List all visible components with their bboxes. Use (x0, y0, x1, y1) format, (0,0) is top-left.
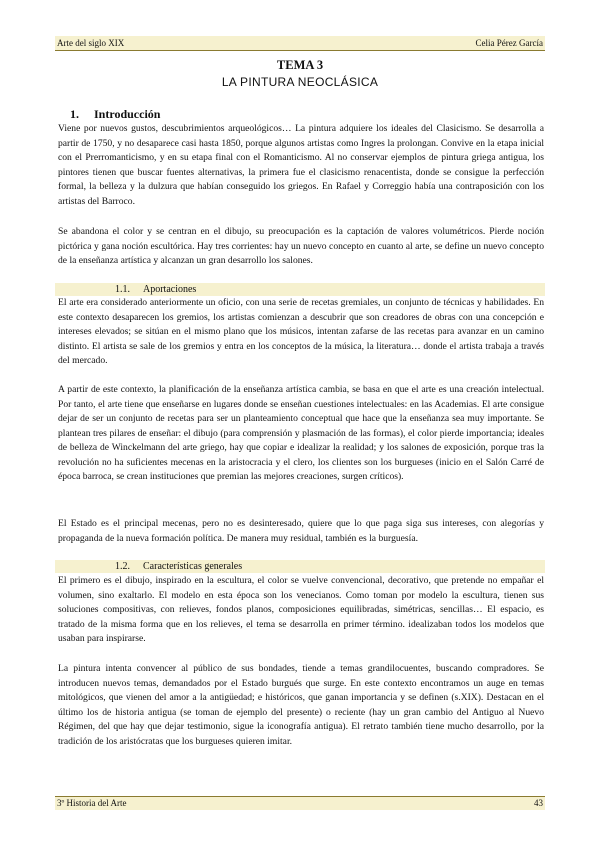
paragraph-aportaciones-3: El Estado es el principal mecenas, pero no es desinteresado, quiere que lo que paga siga sus intereses, con alegorías y propaganda de la nueva formación política. De manera muy residual, también es la burguesía. (58, 518, 544, 544)
footer-course: 3º Historia del Arte (57, 798, 127, 808)
subsection-heading-caracteristicas (55, 560, 545, 573)
paragraph-intro-1: Viene por nuevos gustos, descubrimientos arqueológicos… La pintura adquiere los ideales del Clasicismo. Se desarrolla a partir de 1750, y no desaparece casi hasta 1850, porque algunos artistas como Ingres la prolongan. Convive en la etapa inicial con el Prerromanticismo, y en su etapa final con el Romanticismo. Al no conservar ejemplos de pintura griega antigua, los pintores tienen que buscar fuentes alternativas, la primera fue el clasicismo renacentista, donde se consigue la perfección formal, la belleza y la dulzura que habían conseguido los griegos. En Rafael y Correggio había una contraposición con los artistas del Barroco. (58, 123, 544, 207)
section-title: Introducción (94, 107, 161, 121)
paragraph-intro-2: Se abandona el color y se centran en el dibujo, su preocupación es la captación de valores volumétricos. Pierde noción pictórica y gana noción escultórica. Hay tres corrientes: hay un nuevo concepto en cuanto al arte, se define un nuevo concepto de la enseñanza artística y alcanzan un gran desarrollo los salones. (58, 226, 544, 266)
subsection-number: 1.2. (115, 561, 130, 572)
page-number: 43 (534, 798, 543, 808)
chapter-number: TEMA 3 (276, 58, 324, 72)
running-footer (55, 796, 545, 810)
subsection-title: Características generales (143, 561, 243, 572)
subsection-title: Aportaciones (143, 284, 197, 295)
paragraph-caracteristicas-2: La pintura intenta convencer al público de sus bondades, tiende a temas grandilocuentes, buscando compradores. Se introducen nuevos temas, demandados por el Estado burgués que surge. En este contexto encontramos un auge en temas mitológicos, que vienen del amor a la antigüedad; e históricos, que ganan importancia y se definen (s.XIX). Destacan en el último los de historia antigua (se toman de ejemplo del presente) o reciente (hay un gran cambio del Antiguo al Nuevo Régimen, del que hay que dejar testimonio, sigue la iconografía antigua). El retrato también tiene mucho desarrollo, por la tradición de los aristócratas que los burgueses quieren imitar. (58, 663, 544, 747)
section-heading-introduccion (70, 107, 160, 122)
running-header (55, 36, 545, 51)
paragraph-aportaciones-1: El arte era considerado anteriormente un oficio, con una serie de recetas gremiales, un conjunto de técnicas y habilidades. En este contexto desaparecen los gremios, los artistas comienzan a descubrir que son creadores de obras con una concepción e intereses elevados; se sitúan en el mismo plano que los músicos, intentan zafarse de las recetas para avanzar en un camino distinto. El artista se sale de los gremios y entra en los conceptos de la música, la literatura… donde el artista trabaja a través del mercado. (58, 297, 544, 366)
paragraph-caracteristicas-1: El primero es el dibujo, inspirado en la escultura, el color se vuelve convencional, decorativo, que pretende no empañar el volumen, sino exaltarlo. El modelo en esta época son los venecianos. Como toman por modelo la escultura, tienen sus soluciones compositivas, con relieves, fondos planos, composiciones equilibradas, simétricas, sencillas… El espacio, es tratado de la misma forma que en los relieves, el tema se desarrolla en primer término. idealizaban todos los modelos que usaban para inspirarse. (58, 575, 544, 644)
subsection-heading-aportaciones (55, 283, 545, 296)
header-author: Celia Pérez García (475, 38, 543, 48)
header-course: Arte del siglo XIX (57, 38, 125, 48)
section-number: 1. (70, 107, 79, 121)
subsection-number: 1.1. (115, 284, 130, 295)
chapter-title: LA PINTURA NEOCLÁSICA (221, 75, 379, 89)
paragraph-aportaciones-2: A partir de este contexto, la planificación de la enseñanza artística cambia, se basa en que el arte es una creación intelectual. Por tanto, el arte tiene que enseñarse en lugares donde se enseñan cuestiones intelectuales: en las Academias. El arte consigue dejar de ser un conjunto de recetas para ser un planteamiento conceptual que hace que la enseñanza sea muy importante. Se plantean tres pilares de enseñar: el dibujo (para comprensión y plasmación de las formas), el color pierde importancia; ideales de belleza de Winckelmann del arte griego, hay que copiar e idealizar la realidad; y los salones de exposición, porque tras la revolución no ha suficientes mecenas en la aristocracia y el clero, los clientes son los burgueses (inicio en el Salón Carré de época barroca, se crean instituciones que premian las mejores creaciones, surgen críticos). (58, 384, 544, 482)
